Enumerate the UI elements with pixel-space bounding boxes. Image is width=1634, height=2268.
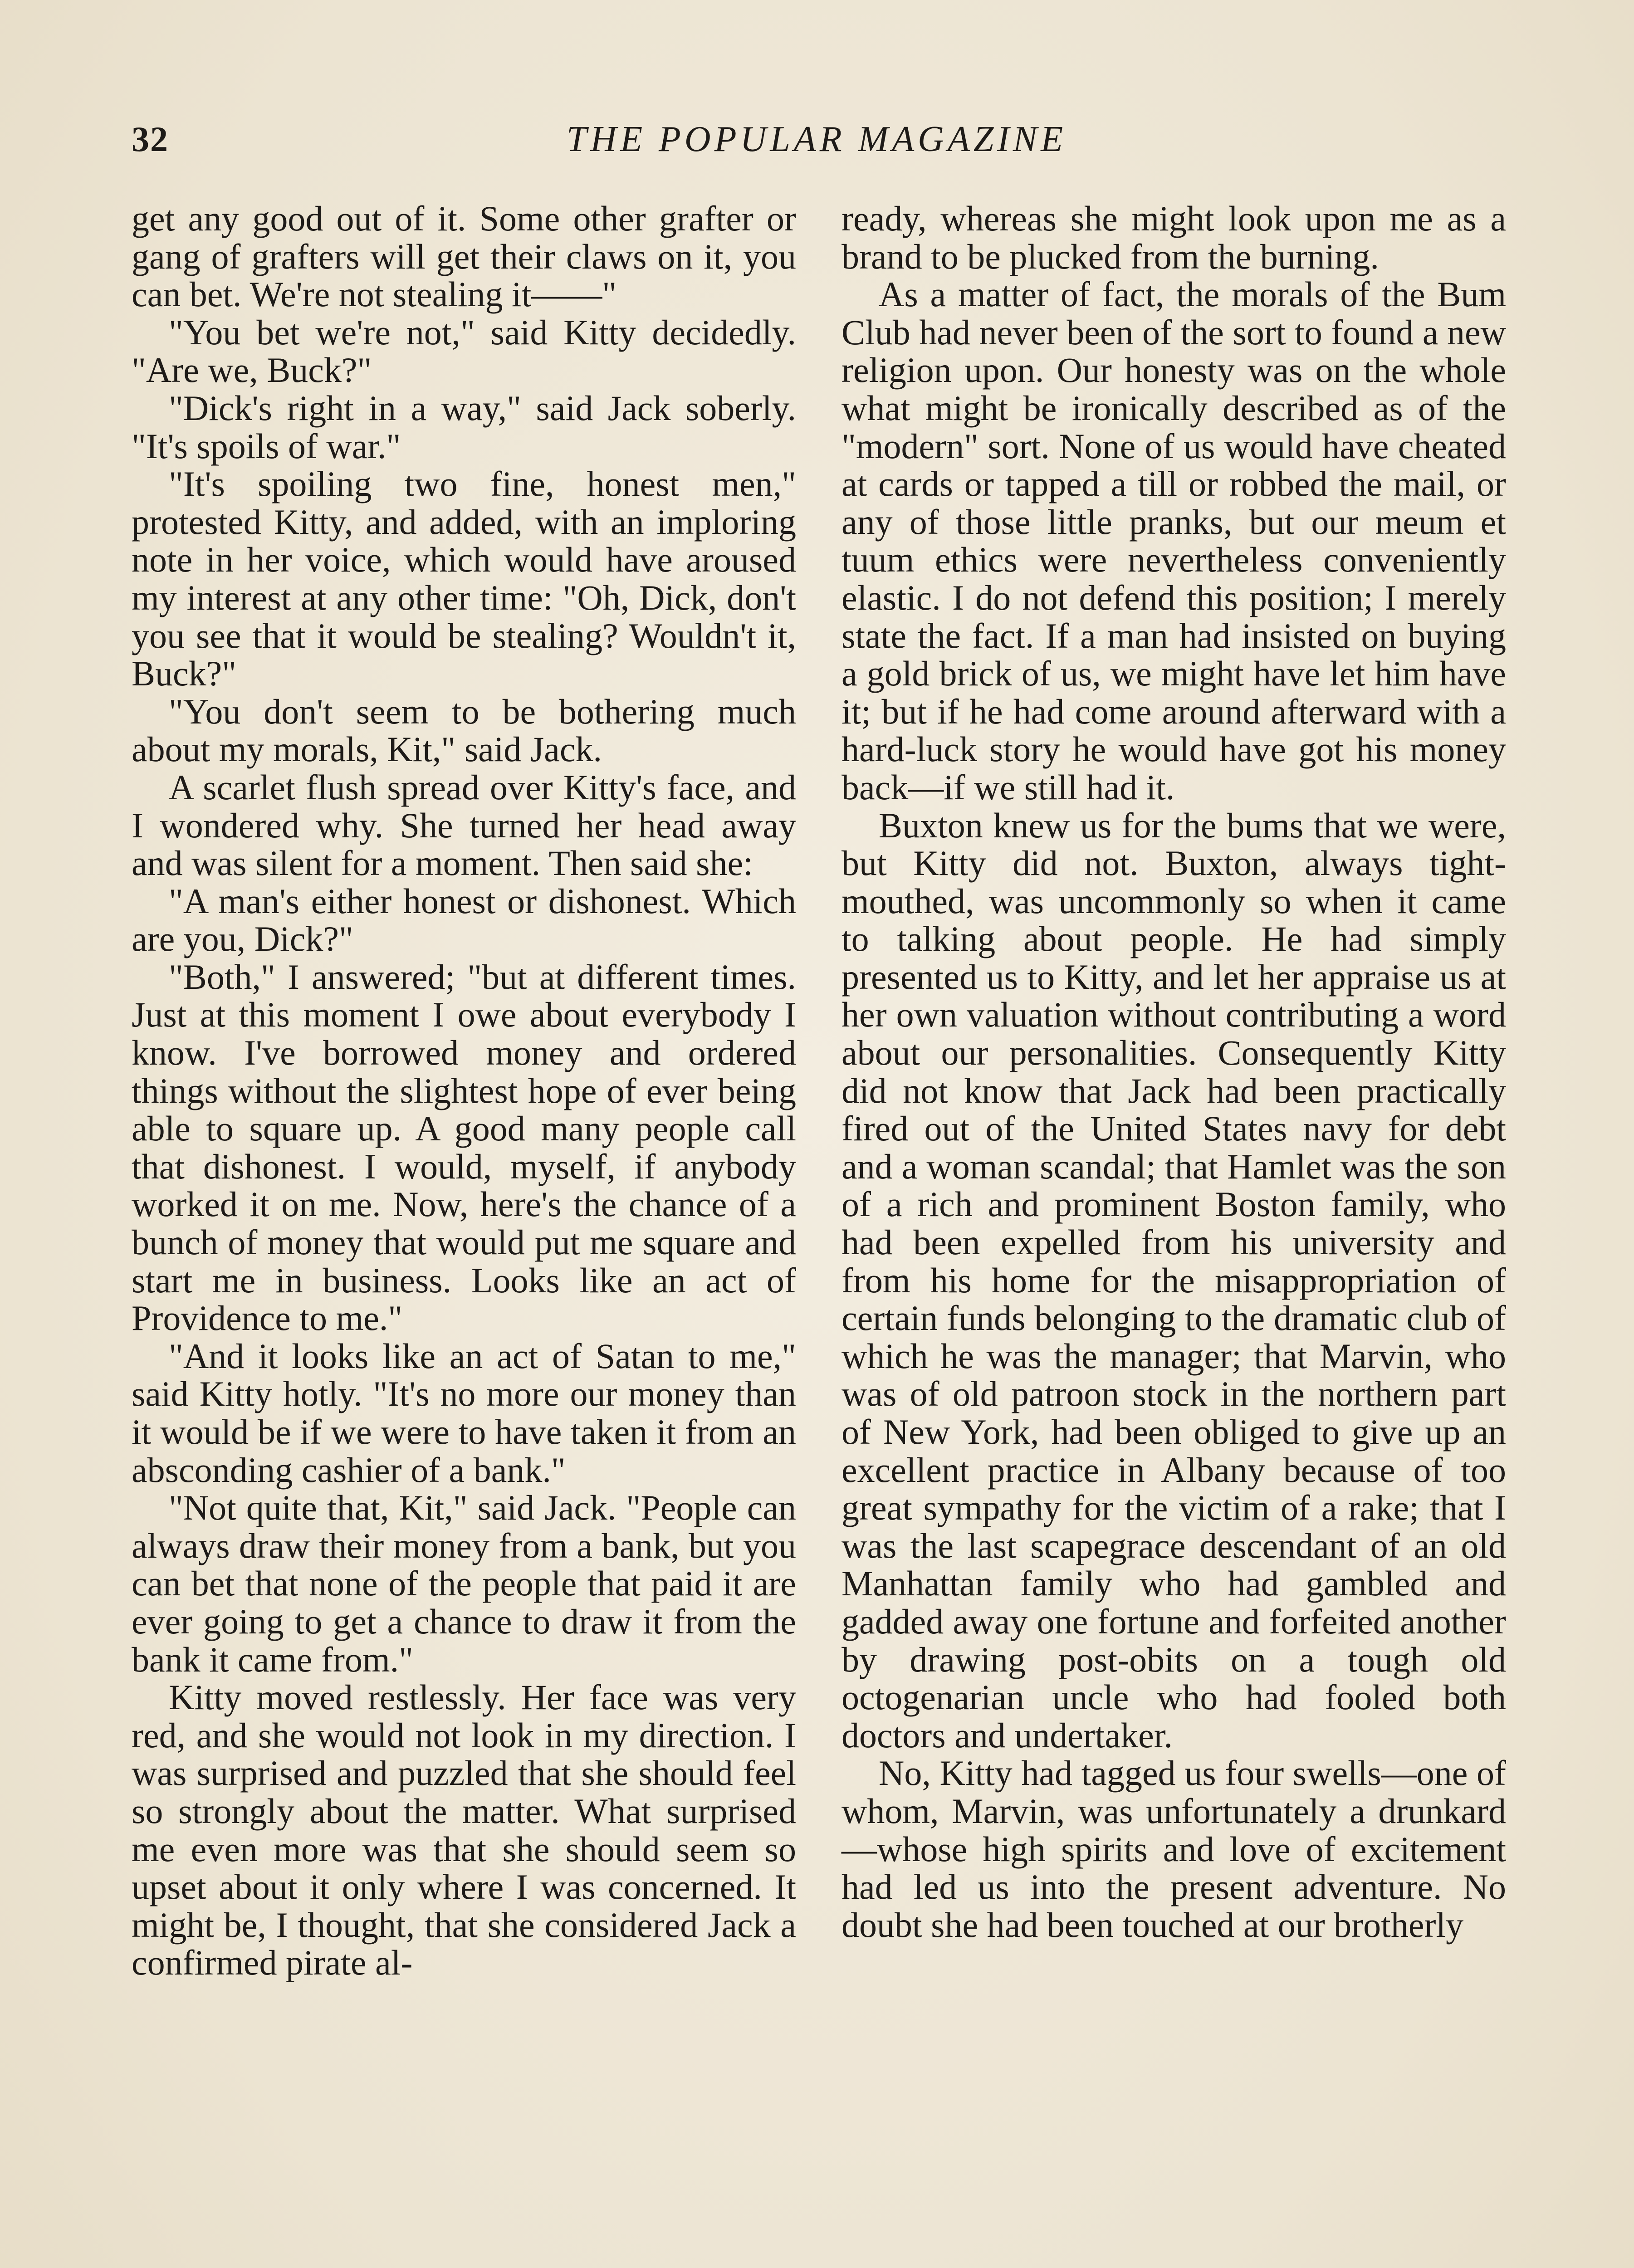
paragraph: "It's spoiling two fine, honest men," protested Kitty, and added, with an imploring note in her voice, which would have aroused my interest at any other time: "Oh, Dick, don't you see that it would be stealing? Wouldn't it, Buck?": [132, 464, 796, 694]
paragraph: No, Kitty had tagged us four swells—one of whom, Marvin, was unfortunately a drunkard—whose high spirits and love of excitement had led us into the present adventure. No doubt she had been touched at our brotherly: [841, 1753, 1506, 1945]
paragraph: "A man's either honest or dishonest. Which are you, Dick?": [132, 881, 796, 959]
right-column: [841, 200, 1506, 1944]
paragraph: get any good out of it. Some other grafter or gang of grafters will get their claws on it, you can bet. We're not stealing it——": [132, 199, 796, 314]
paragraph: "You don't seem to be bothering much about my morals, Kit," said Jack.: [132, 691, 796, 769]
paragraph: ready, whereas she might look upon me as a brand to be plucked from the burning.: [841, 199, 1506, 276]
page-header: [132, 119, 1502, 169]
paragraph: As a matter of fact, the morals of the Bum Club had never been of the sort to found a new religion upon. Our honesty was on the whole what might be ironically described as of the "modern" sort. None of us would have cheated at cards or tapped a till or robbed the mail, or any of those little pranks, but our meum et tuum ethics were nevertheless conveniently elastic. I do not defend this position; I merely state the fact. If a man had insisted on buying a gold brick of us, we might have let him have it; but if he had come around afterward with a hard-luck story he would have got his money back—if we still had it.: [841, 274, 1506, 807]
paragraph: "Not quite that, Kit," said Jack. "People can always draw their money from a bank, but you can bet that none of the people that paid it are ever going to get a chance to draw it from the bank it came from.": [132, 1488, 796, 1679]
paragraph: A scarlet flush spread over Kitty's face, and I wondered why. She turned her head away and was silent for a moment. Then said she:: [132, 767, 796, 883]
paragraph: Kitty moved restlessly. Her face was very red, and she would not look in my direction. I was surprised and puzzled that she should feel so strongly about the matter. What surprised me even more was that she should seem so upset about it only where I was concerned. It might be, I thought, that she considered Jack a confirmed pirate al-: [132, 1677, 796, 1983]
paragraph: "And it looks like an act of Satan to me," said Kitty hotly. "It's no more our money than it would be if we were to have taken it from an absconding cashier of a bank.": [132, 1336, 796, 1490]
paragraph: "Dick's right in a way," said Jack soberly. "It's spoils of war.": [132, 388, 796, 466]
page-number: 32: [132, 119, 169, 159]
running-title: THE POPULAR MAGAZINE: [566, 119, 1067, 159]
paragraph: "Both," I answered; "but at different times. Just at this moment I owe about everybody I know. I've borrowed money and ordered things without the slightest hope of ever being able to square up. A good many people call that dishonest. I would, myself, if anybody worked it on me. Now, here's the chance of a bunch of money that would put me square and start me in business. Looks like an act of Providence to me.": [132, 957, 796, 1338]
paragraph: Buxton knew us for the bums that we were, but Kitty did not. Buxton, always tight-mouthed, was uncommonly so when it came to talking about people. He had simply presented us to Kitty, and let her appraise us at her own valuation without contributing a word about our personalities. Consequently Kitty did not know that Jack had been practically fired out of the United States navy for debt and a woman scandal; that Hamlet was the son of a rich and prominent Boston family, who had been expelled from his university and from his home for the misappropriation of certain funds belonging to the dramatic club of which he was the manager; that Marvin, who was of old patroon stock in the northern part of New York, had been obliged to give up an excellent practice in Albany because of too great sympathy for the victim of a rake; that I was the last scapegrace descendant of an old Manhattan family who had gambled and gadded away one fortune and forfeited another by drawing post-obits on a tough old octogenarian uncle who had fooled both doctors and undertaker.: [841, 805, 1506, 1755]
paragraph: "You bet we're not," said Kitty decidedly. "Are we, Buck?": [132, 312, 796, 390]
left-column: [132, 200, 796, 1982]
